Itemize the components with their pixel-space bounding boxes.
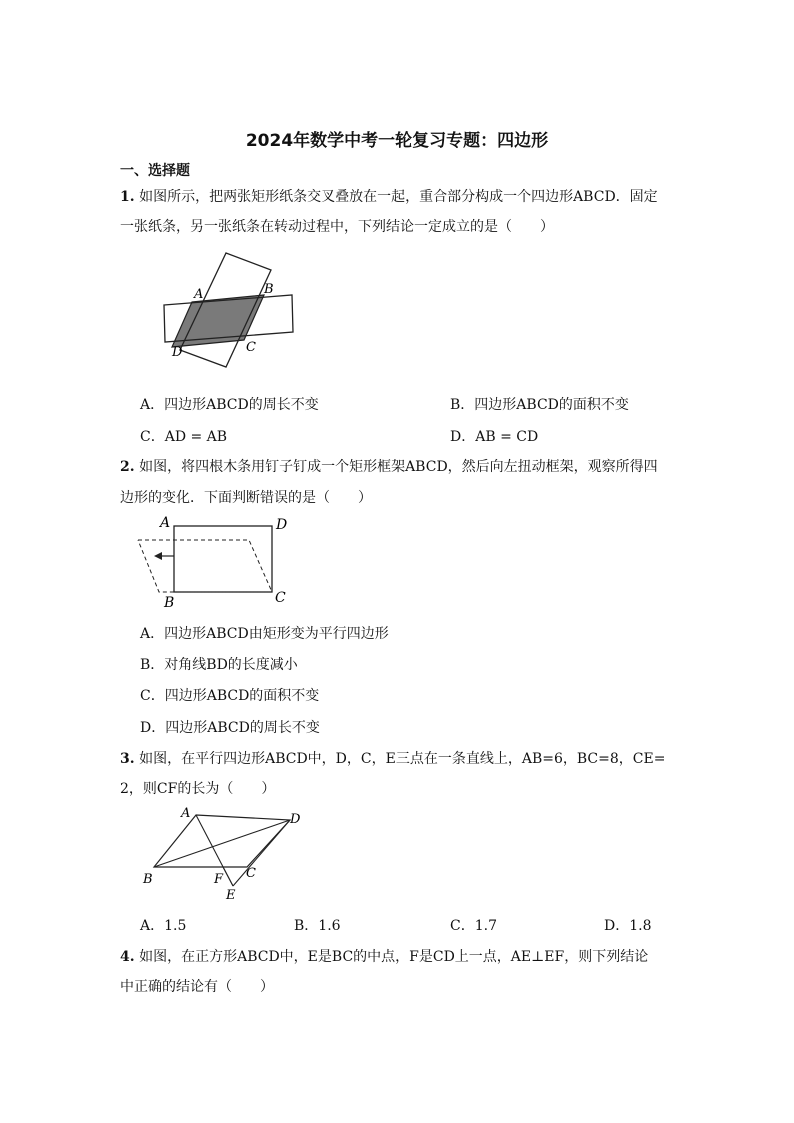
segment-fe [223,867,233,886]
question-4-line-2: 中正确的结论有（ ） [120,979,274,995]
label-b: B [143,872,153,887]
question-1-line-2: 一张纸条，另一张纸条在转动过程中，下列结论一定成立的是（ ） [120,219,554,235]
q3-option-b: B．1.6 [294,918,341,934]
question-4-line-1: 4. 如图，在正方形ABCD中，E是BC的中点，F是CD上一点，AE⊥EF，则下列结论 [120,949,649,965]
figure-q2 [130,513,300,613]
q1-option-a: A．四边形ABCD的周长不变 [140,397,319,413]
arrow-head [154,552,162,560]
q1-option-b: B．四边形ABCD的面积不变 [450,397,629,413]
q2-option-c: C．四边形ABCD的面积不变 [140,688,320,704]
q3-option-d: D．1.8 [604,918,652,934]
q3-option-a: A．1.5 [140,918,187,934]
parallelogram-dashed [138,540,272,592]
label-b: B [164,595,175,611]
label-c: C [275,590,286,606]
question-2-line-2: 边形的变化．下面判断错误的是（ ） [120,490,372,506]
label-b: B [264,282,274,297]
label-a: A [160,515,171,531]
label-a: A [194,287,204,302]
q1-option-d: D．AB = CD [450,429,539,445]
question-3-line-2: 2，则CF的长为（ ） [120,781,276,797]
q1-option-c: C．AD = AB [140,429,228,445]
question-1-line-1: 1. 如图所示，把两张矩形纸条交叉叠放在一起，重合部分构成一个四边形ABCD．固定 [120,189,658,205]
question-3-line-1: 3. 如图，在平行四边形ABCD中，D，C，E三点在一条直线上，AB=6，BC=8，CE= [120,751,666,767]
q2-option-b: B．对角线BD的长度减小 [140,657,298,673]
q3-option-c: C．1.7 [450,918,497,934]
label-c: C [246,866,256,881]
rectangle-abcd [174,526,272,592]
page-title: 2024年数学中考一轮复习专题：四边形 [245,131,549,151]
label-e: E [226,888,236,903]
label-c: C [246,340,256,355]
q2-option-a: A．四边形ABCD由矩形变为平行四边形 [140,626,389,642]
label-f: F [214,872,224,887]
label-d: D [276,517,288,533]
label-a: A [181,806,191,821]
label-d: D [290,812,301,827]
section-heading: 一、选择题 [120,163,190,179]
figure-q1 [140,250,300,370]
parallelogram-abcd [154,815,290,867]
figure-q3 [140,805,302,903]
q2-option-d: D．四边形ABCD的周长不变 [140,720,320,736]
label-d: D [172,345,183,360]
question-2-line-1: 2. 如图，将四根木条用钉子钉成一个矩形框架ABCD，然后向左扭动框架，观察所得四 [120,459,658,475]
